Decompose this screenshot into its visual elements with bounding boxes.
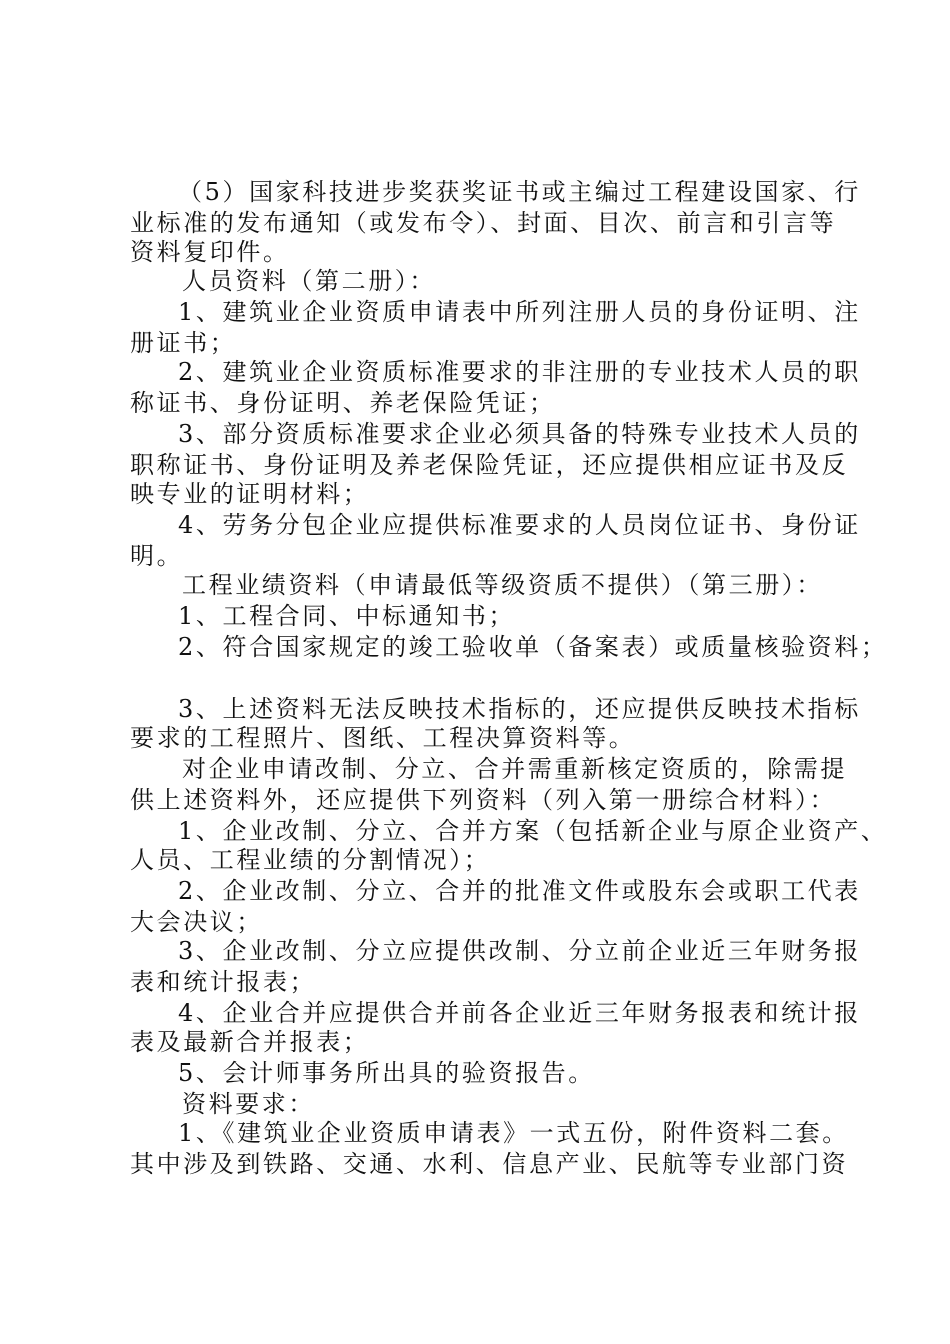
text-line: 2、建筑业企业资质标准要求的非注册的专业技术人员的职 [178,358,861,386]
text-line: 人员、工程业绩的分割情况）； [130,846,491,874]
text-line: 称证书、身份证明、养老保险凭证； [130,389,556,417]
text-line: （5）国家科技进步奖获奖证书或主编过工程建设国家、行 [178,178,861,206]
text-line: 3、部分资质标准要求企业必须具备的特殊专业技术人员的 [178,420,861,448]
text-line: 1、建筑业企业资质申请表中所列注册人员的身份证明、注 [178,298,861,326]
text-line: 1、企业改制、分立、合并方案（包括新企业与原企业资产、 [178,817,888,845]
text-line: 职称证书、身份证明及养老保险凭证，还应提供相应证书及反 [130,451,849,479]
text-line: 表及最新合并报表； [130,1028,370,1056]
text-line: 1、《建筑业企业资质申请表》一式五份，附件资料二套。 [178,1119,849,1147]
text-line: 3、上述资料无法反映技术指标的，还应提供反映技术指标 [178,695,861,723]
text-line: 资料复印件。 [130,238,290,266]
section-heading: 人员资料（第二册）： [182,267,436,295]
text-line: 其中涉及到铁路、交通、水利、信息产业、民航等专业部门资 [130,1150,849,1178]
text-line: 3、企业改制、分立应提供改制、分立前企业近三年财务报 [178,937,861,965]
text-line: 明。 [130,542,184,570]
text-line: 映专业的证明材料； [130,480,370,508]
text-line: 4、企业合并应提供合并前各企业近三年财务报表和统计报 [178,999,861,1027]
text-line: 4、劳务分包企业应提供标准要求的人员岗位证书、身份证 [178,511,861,539]
section-heading: 资料要求： [182,1090,315,1118]
text-line: 2、符合国家规定的竣工验收单（备案表）或质量核验资料； [178,633,888,661]
text-line: 表和统计报表； [130,968,317,996]
text-line: 1、工程合同、中标通知书； [178,602,516,630]
text-line: 要求的工程照片、图纸、工程决算资料等。 [130,724,636,752]
text-line: 供上述资料外，还应提供下列资料（列入第一册综合材料）： [130,786,837,814]
text-line: 册证书； [130,329,237,357]
text-line: 2、企业改制、分立、合并的批准文件或股东会或职工代表 [178,877,861,905]
text-line: 对企业申请改制、分立、合并需重新核定资质的，除需提 [182,755,847,783]
text-line: 业标准的发布通知（或发布令）、封面、目次、前言和引言等 [130,209,837,237]
section-heading: 工程业绩资料（申请最低等级资质不提供）（第三册）： [182,571,823,599]
text-line: 大会决议； [130,908,263,936]
text-line: 5、会计师事务所出具的验资报告。 [178,1059,595,1087]
